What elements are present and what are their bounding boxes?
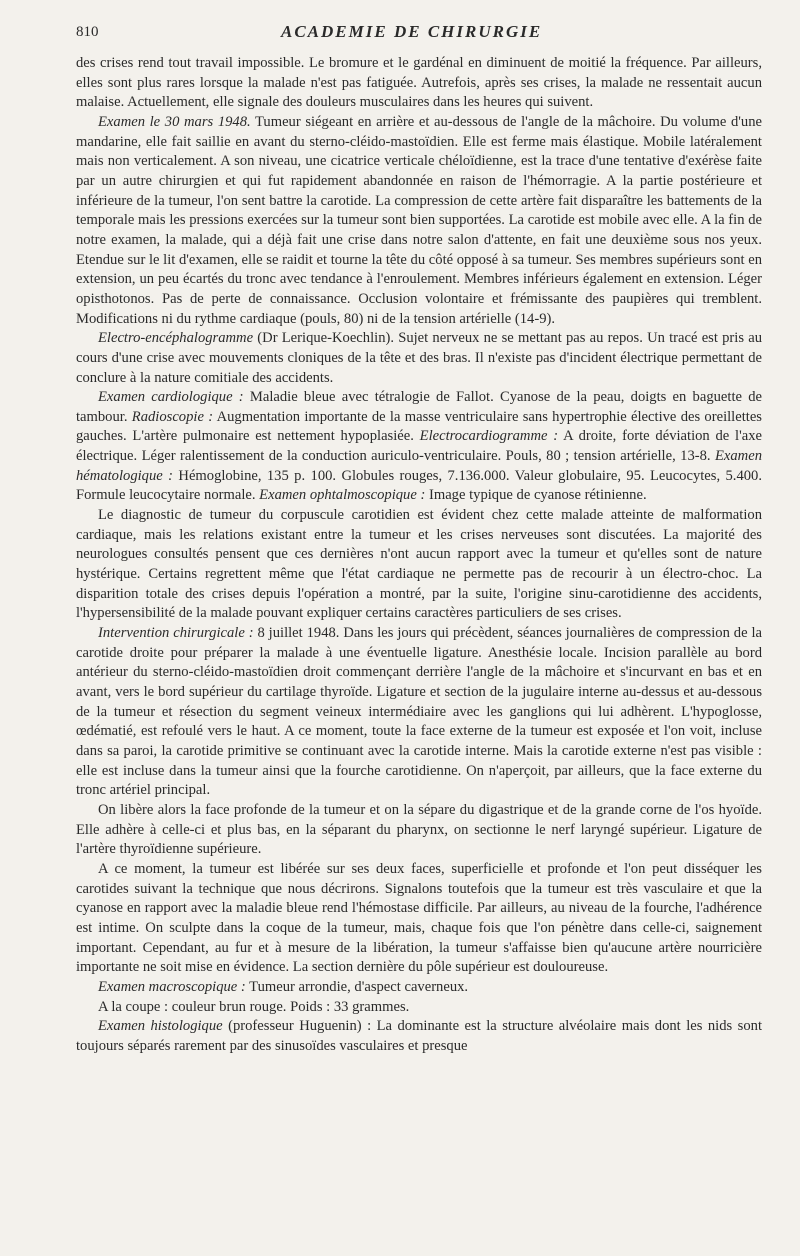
text-run: A la coupe : couleur brun rouge. Poids : 33 grammes. bbox=[98, 998, 410, 1015]
paragraph-p9 bbox=[76, 978, 762, 998]
text-run: Maladie bleue avec tétralogie de Fallot. Cyanose de la peau, doigts en baguette de tambour. bbox=[76, 389, 762, 425]
italic-heading: Examen ophtalmoscopique : bbox=[259, 487, 426, 504]
italic-heading: Electro-encéphalogramme bbox=[98, 330, 254, 347]
page-number: 810 bbox=[76, 24, 99, 40]
paragraph-p2 bbox=[76, 113, 762, 329]
paragraph-p4 bbox=[76, 388, 762, 506]
italic-heading: Examen le 30 mars 1948. bbox=[98, 113, 251, 130]
text-run: A ce moment, la tumeur est libérée sur ses deux faces, superficielle et profonde et l'on peut disséquer les carotides suivant la technique que nous décrirons. Signalons toutefois que la tumeur est très vasculaire et que la cyanose en rapport avec la maladie bleue rend l'hémostase difficile. Par ailleurs, au niveau de la fourche, l'adhérence est intime. On sculpte dans la coque de la tumeur, mais, chaque fois que l'on pénètre dans celle-ci, saignement important. Cependant, au fur et à mesure de la libération, la tumeur s'affaisse bien qu'aucune artère nourricière importante ne soit mise en évidence. La section dernière du pôle supérieur est douloureuse. bbox=[76, 860, 762, 976]
text-run: des crises rend tout travail impossible. Le bromure et le gardénal en diminuent de moitié la fréquence. Par ailleurs, elles sont plus rares lorsque la malade n'est pas fatiguée. Autrefois, après ses crises, la malade ne ressentait aucun malaise. Actuellement, elle signale des douleurs musculaires dans les heures qui suivent. bbox=[76, 55, 762, 111]
text-run: On libère alors la face profonde de la tumeur et on la sépare du digastrique et de la grande corne de l'os hyoïde. Elle adhère à celle-ci et plus bas, en la séparant du pharynx, on sectionne le nerf laryngé supérieur. Ligature de l'artère thyroïdienne supérieure. bbox=[76, 801, 762, 858]
paragraph-p10 bbox=[76, 998, 762, 1018]
paragraph-p1 bbox=[76, 54, 762, 113]
italic-heading: Examen macroscopique : bbox=[98, 978, 246, 995]
italic-heading: Examen cardiologique : bbox=[98, 389, 244, 406]
paragraph-p3 bbox=[76, 329, 762, 388]
running-title: ACADEMIE DE CHIRURGIE bbox=[281, 22, 543, 41]
paragraph-p7 bbox=[76, 801, 762, 860]
body-text bbox=[76, 54, 762, 1056]
paragraph-p11 bbox=[76, 1017, 762, 1056]
page-header bbox=[76, 22, 762, 46]
text-run: Image typique de cyanose rétinienne. bbox=[425, 487, 647, 504]
text-run: Le diagnostic de tumeur du corpuscule carotidien est évident chez cette malade atteinte de malformation cardiaque, mais les relations existant entre la tumeur et les crises nerveuses sont discutées. La majorité des neurologues consultés pensent que ces dernières n'ont aucun rapport avec la tumeur et qu'elles sont de nature hystérique. Certains regrettent même que l'état cardiaque ne permette pas de recourir à un électro-choc. La disparition totale des crises depuis l'opération a montré, par la suite, l'origine sinu-carotidienne des accidents, l'hypersensibilité de la malade pouvant expliquer certains caractères particuliers de ses crises. bbox=[76, 507, 762, 622]
text-run: Augmentation importante de la masse ventriculaire sans hypertrophie élective des oreillettes gauches. L'artère pulmonaire est nettement hypoplasiée. bbox=[76, 408, 762, 445]
text-run: Tumeur siégeant en arrière et au-dessous de l'angle de la mâchoire. Du volume d'une mandarine, elle fait saillie en avant du sterno-cléido-mastoïdien. Elle est ferme mais élastique. Mobile latéralement mais non verticalement. A son niveau, une cicatrice verticale chéloïdienne, est la trace d'une tentative d'exérèse faite par un autre chirurgien et qui fut rapidement abandonnée en raison de l'hémorragie. A la partie postérieure et inférieure de la tumeur, l'on sent battre la carotide. La compression de cette artère fait disparaître les battements de la temporale mais les pressions exercées sur la tumeur sont bien supportées. La carotide est mobile avec elle. A la fin de notre examen, la malade, qui a déjà fait une crise dans notre salon d'attente, en fait une deuxième sous nos yeux. Etendue sur le lit d'examen, elle se raidit et tourne la tête du côté opposé à sa tumeur. Ses membres supérieurs sont en extension, un peu écartés du tronc avec tendance à l'enroulement. Membres inférieurs également en extension. Léger opisthotonos. Pas de perte de connaissance. Occlusion volontaire et frémissante des paupières qui tremblent. Modifications ni du rythme cardiaque (pouls, 80) ni de la tension artérielle (14-9). bbox=[76, 113, 762, 327]
text-run: Tumeur arrondie, d'aspect caverneux. bbox=[245, 978, 469, 995]
document-page bbox=[76, 22, 762, 1056]
text-run: 8 juillet 1948. Dans les jours qui précèdent, séances journalières de compression de la carotide droite pour préparer la malade à une éventuelle ligature. Anesthésie locale. Incision parallèle au bord antérieur du sterno-cléido-mastoïdien droit commençant derrière l'angle de la mâchoire et s'incurvant en bas et en avant, vers le bord supérieur du cartilage thyroïde. Ligature et section de la jugulaire interne au-dessus et au-dessous de la tumeur et résection du segment veineux intermédiaire avec les ganglions qui lui adhèrent. L'hypoglosse, œdématié, est refoulé vers le haut. A ce moment, toute la face externe de la tumeur est exposée et l'on voit, incluse dans sa paroi, la carotide primitive se continuant avec la carotide interne. Mais la carotide externe n'est pas visible : elle est incluse dans la tumeur ainsi que la fourche carotidienne. On n'aperçoit, par ailleurs, que la face externe du tronc artériel principal. bbox=[76, 625, 762, 799]
text-run: (professeur Huguenin) : La dominante est la structure alvéolaire mais dont les nids sont toujours séparés rarement par des sinusoïdes vasculaires et presque bbox=[76, 1018, 763, 1054]
text-run: A droite, forte déviation de l'axe électrique. Léger ralentissement de la conduction auriculo-ventriculaire. Pouls, 80 ; tension artérielle, 13-8. bbox=[76, 428, 762, 465]
text-run: Hémoglobine, 135 p. 100. Globules rouges, 7.136.000. Valeur globulaire, 95. Leucocytes, 5.400. Formule leucocytaire normale. bbox=[76, 467, 762, 504]
italic-heading: Examen hématologique : bbox=[76, 448, 762, 484]
italic-heading: Examen histologique bbox=[98, 1018, 223, 1035]
paragraph-p6 bbox=[76, 624, 762, 801]
italic-heading: Electrocardiogramme : bbox=[419, 428, 559, 445]
italic-heading: Radioscopie : bbox=[131, 408, 214, 425]
paragraph-p5 bbox=[76, 506, 762, 624]
italic-heading: Intervention chirurgicale : bbox=[98, 625, 254, 642]
paragraph-p8 bbox=[76, 860, 762, 978]
text-run: (Dr Lerique-Koechlin). Sujet nerveux ne se mettant pas au repos. Un tracé est pris au cours d'une crise avec mouvements cloniques de la tête et des bras. Il n'existe pas d'incident électrique permettant de conclure à la nature comitiale des accidents. bbox=[76, 330, 762, 386]
